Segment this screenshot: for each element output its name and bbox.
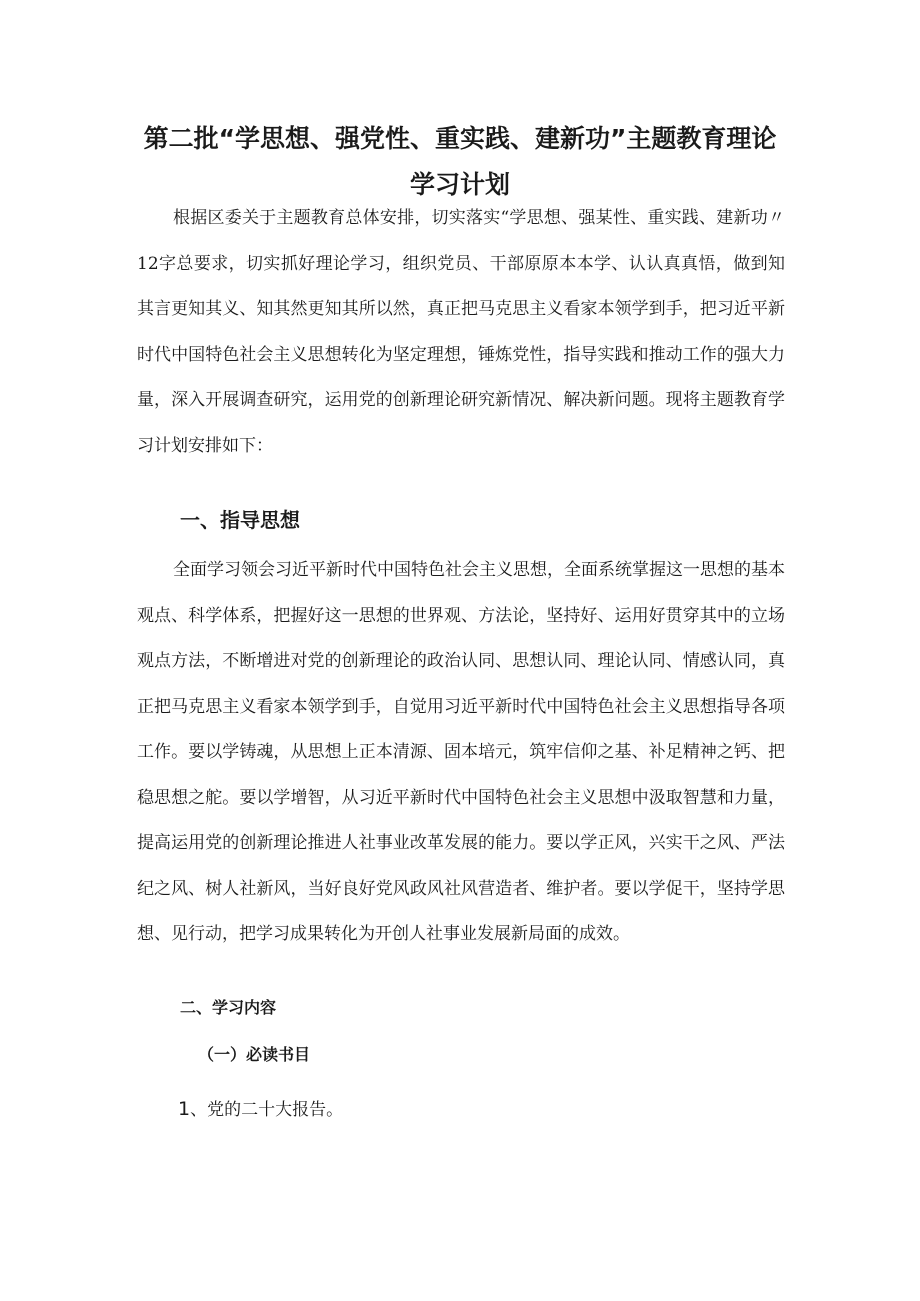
section-heading-study-content: 二、学习内容 (180, 998, 277, 1017)
list-item-text: 、党的二十大报告。 (190, 1100, 344, 1120)
list-item (178, 1094, 343, 1125)
list-item-number: 1 (178, 1098, 191, 1120)
guiding-ideology-paragraph: 全面学习领会习近平新时代中国特色社会主义思想，全面系统掌握这一思想的基本观点、科学体系，把握好这一思想的世界观、方法论，坚持好、运用好贯穿其中的立场观点方法，不断增进对党的创新理论的政治认同、思想认同、理论认同、情感认同，真正把马克思主义看家本领学到手，自觉用习近平新时代中国特色社会主义思想指导各项工作。要以学铸魂，从思想上正本清源、固本培元，筑牢信仰之基、补足精神之钙、把稳思想之舵。要以学增智，从习近平新时代中国特色社会主义思想中汲取智慧和力量，提高运用党的创新理论推进人社事业改革发展的能力。要以学正风，兴实干之风、严法纪之风、树人社新风，当好良好党风政风社风营造者、维护者。要以学促干，坚持学思想、见行动，把学习成果转化为开创人社事业发展新局面的成效。 (137, 560, 785, 944)
subheading-required-reading: （一）必读书目 (198, 1045, 311, 1064)
section-heading-guiding-ideology: 一、指导思想 (180, 508, 300, 532)
intro-paragraph: 根据区委关于主题教育总体安排，切实落实“学思想、强某性、重实践、建新功〃12字总要求，切实抓好理论学习，组织党员、干部原原本本学、认认真真悟，做到知其言更知其义、知其然更知其所以然，真正把马克思主义看家本领学到手，把习近平新时代中国特色社会主义思想转化为坚定理想，锤炼党性，指导实践和推动工作的强大力量，深入开展调查研究，运用党的创新理论研究新情况、解决新问题。现将主题教育学习计划安排如下： (137, 208, 785, 456)
document-title: 第二批“学思想、强党性、重实践、建新功”主题教育理论学习计划 (143, 124, 777, 199)
